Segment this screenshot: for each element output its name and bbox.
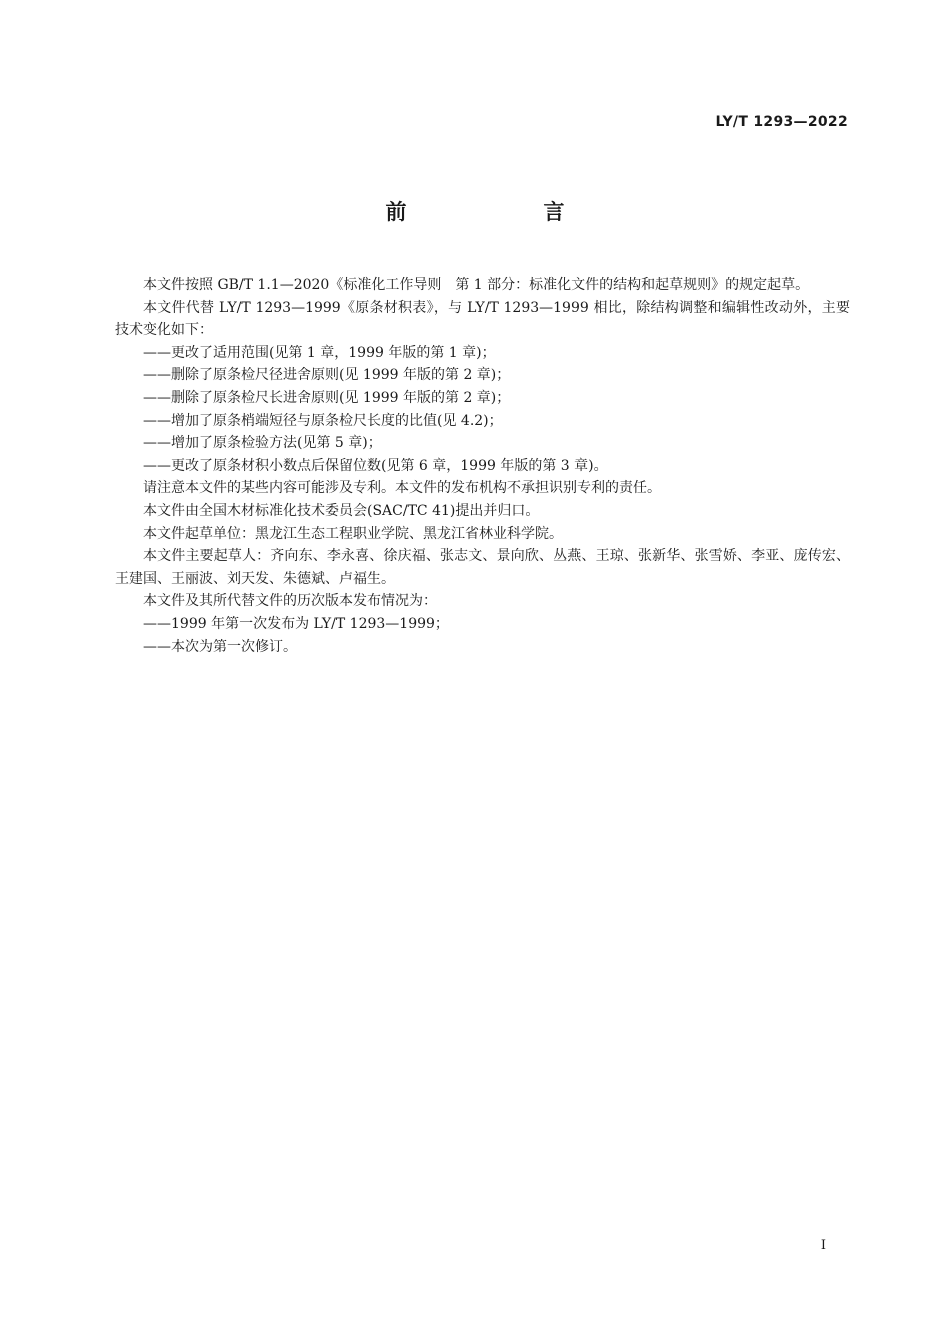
change-item-ratio: ——增加了原条梢端短径与原条检尺长度的比值(见 4.2)； (143, 412, 503, 429)
page-number: I (820, 1238, 826, 1253)
page-title: 前 言 (385, 200, 623, 224)
change-item-scope: ——更改了适用范围(见第 1 章，1999 年版的第 1 章)； (143, 344, 496, 361)
paragraph-drafting-rules: 本文件按照 GB/T 1.1—2020《标准化工作导则 第 1 部分：标准化文件的结构和起草规则》的规定起草。 (143, 277, 810, 293)
paragraph-version-history: 本文件及其所代替文件的历次版本发布情况为： (143, 593, 437, 610)
paragraph-proposer: 本文件由全国木材标准化技术委员会(SAC/TC 41)提出并归口。 (143, 502, 540, 519)
change-item-length-rule: ——删除了原条检尺长进舍原则(见 1999 年版的第 2 章)； (143, 389, 511, 406)
change-item-diameter-rule: ——删除了原条检尺径进舍原则(见 1999 年版的第 2 章)； (143, 367, 511, 384)
change-item-decimal-places: ——更改了原条材积小数点后保留位数(见第 6 章，1999 年版的第 3 章)。 (143, 457, 608, 474)
foreword-body (115, 274, 850, 658)
standard-code: LY/T 1293—2022 (715, 114, 848, 130)
paragraph-patent-notice: 请注意本文件的某些内容可能涉及专利。本文件的发布机构不承担识别专利的责任。 (143, 480, 661, 497)
paragraph-replacement: 本文件代替 LY/T 1293—1999《原条材积表》，与 LY/T 1293—1999 相比，除结构调整和编辑性改动外，主要技术变化如下： (115, 299, 850, 339)
paragraph-drafting-units: 本文件起草单位：黑龙江生态工程职业学院、黑龙江省林业科学院。 (143, 525, 563, 542)
history-item-revision: ——本次为第一次修订。 (143, 638, 297, 655)
change-item-inspection-method: ——增加了原条检验方法(见第 5 章)； (143, 435, 382, 452)
history-item-1999: ——1999 年第一次发布为 LY/T 1293—1999； (143, 615, 449, 632)
paragraph-drafters: 本文件主要起草人：齐向东、李永喜、徐庆福、张志文、景向欣、丛燕、王琼、张新华、张雪娇、李亚、庞传宏、王建国、王丽波、刘天发、朱德斌、卢福生。 (115, 548, 850, 587)
